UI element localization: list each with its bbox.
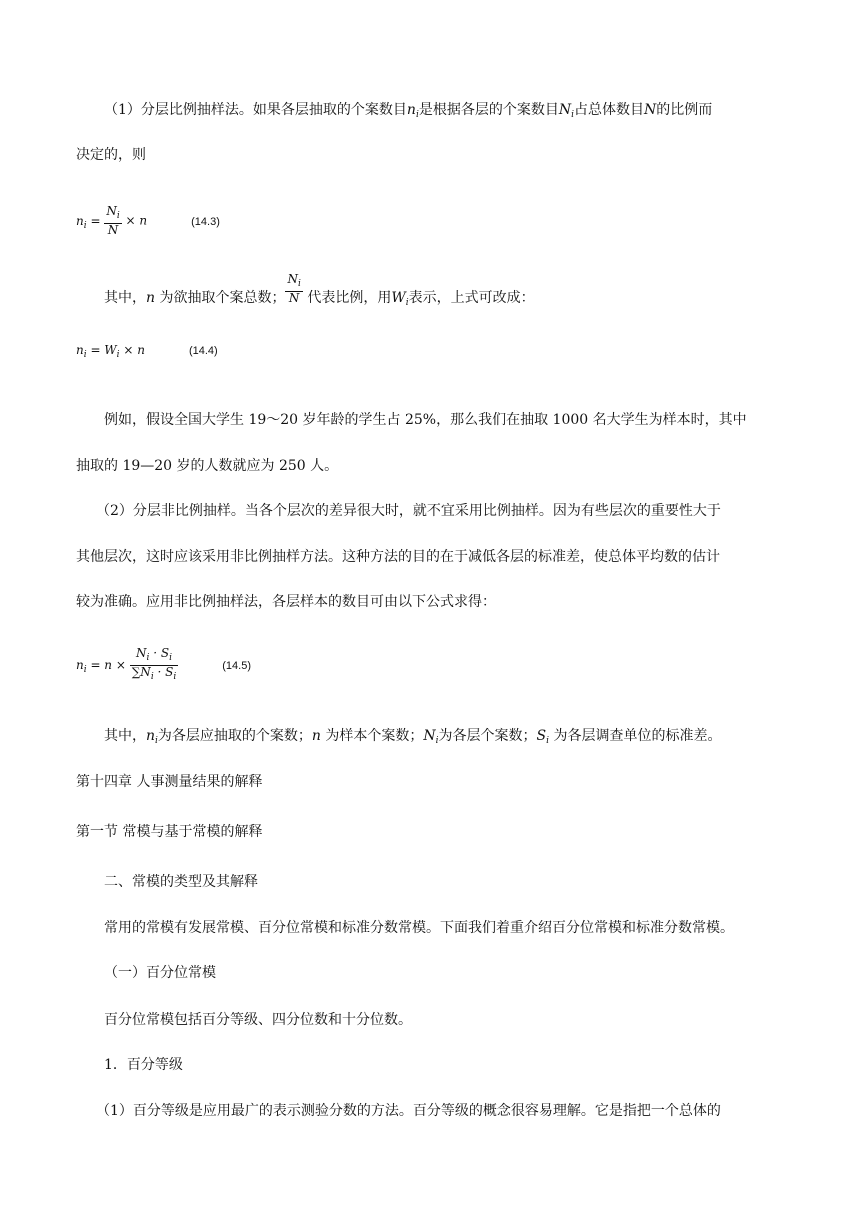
subsection-heading-2: （一）百分位常模 bbox=[104, 965, 216, 981]
paragraph-1-line-1: （1）分层比例抽样法。如果各层抽取的个案数目$n_i$是根据各层的个案数目$N_i$占总体数目N的比例而 bbox=[104, 102, 713, 120]
paragraph-4-line-2: 其他层次，这时应该采用非比例抽样方法。这种方法的目的在于减低各层的标准差，使总体平均数的估计 bbox=[76, 549, 720, 565]
section-heading: 第一节 常模与基于常模的解释 bbox=[76, 824, 263, 840]
equation-number: (14.3) bbox=[191, 215, 220, 228]
paragraph-7: 百分位常模包括百分等级、四分位数和十分位数。 bbox=[104, 1012, 412, 1028]
paragraph-3-line-2: 抽取的 19—20 岁的人数就应为 250 人。 bbox=[76, 458, 339, 474]
equation-number: (14.5) bbox=[222, 660, 252, 672]
chapter-heading: 第十四章 人事测量结果的解释 bbox=[76, 774, 263, 790]
equation-number: (14.4) bbox=[188, 345, 218, 357]
paragraph-2: 其中，n 为欲抽取个案总数； $\frac{N_i}{N}$ 代表比例，用$W_i$表示，上式可改成： bbox=[104, 272, 535, 308]
equation-14-5: $n_i = n$ × $\frac{N_i \cdot S_i}{\sum N_i \cdot S_i}$ (14.5) bbox=[76, 646, 252, 682]
math-N: N bbox=[643, 102, 657, 118]
paragraph-6: 常用的常模有发展常模、百分位常模和标准分数常模。下面我们着重介绍百分位常模和标准分数常模。 bbox=[104, 920, 734, 936]
paragraph-5: 其中，$n_i$为各层应抽取的个案数；n 为样本个案数；$N_i$为各层个案数；$S_i$ 为各层调查单位的标准差。 bbox=[104, 728, 722, 746]
paragraph-8: （1）百分等级是应用最广的表示测验分数的方法。百分等级的概念很容易理解。它是指把一个总体的 bbox=[96, 1103, 721, 1119]
item-heading: 1．百分等级 bbox=[104, 1057, 183, 1073]
paragraph-4-line-1: （2）分层非比例抽样。当各个层次的差异很大时，就不宜采用比例抽样。因为有些层次的重要性大于 bbox=[96, 503, 721, 519]
equation-14-3: $n_i$ = $\frac{N_i}{N}$ × n (14.3) bbox=[76, 204, 220, 237]
paragraph-1-line-2: 决定的，则 bbox=[76, 147, 146, 163]
subsection-heading: 二、常模的类型及其解释 bbox=[104, 874, 258, 890]
math-n-i: $n_i$ bbox=[406, 102, 419, 120]
paragraph-4-line-3: 较为准确。应用非比例抽样法，各层样本的数目可由以下公式求得： bbox=[76, 594, 496, 610]
paragraph-3-line-1: 例如，假设全国大学生 19～20 岁年龄的学生占 25%，那么我们在抽取 1000 名大学生为样本时，其中 bbox=[104, 412, 747, 428]
math-N-i: $N_i$ bbox=[558, 102, 574, 120]
equation-14-4: $n_i = W_i \times n$ (14.4) bbox=[76, 343, 218, 360]
